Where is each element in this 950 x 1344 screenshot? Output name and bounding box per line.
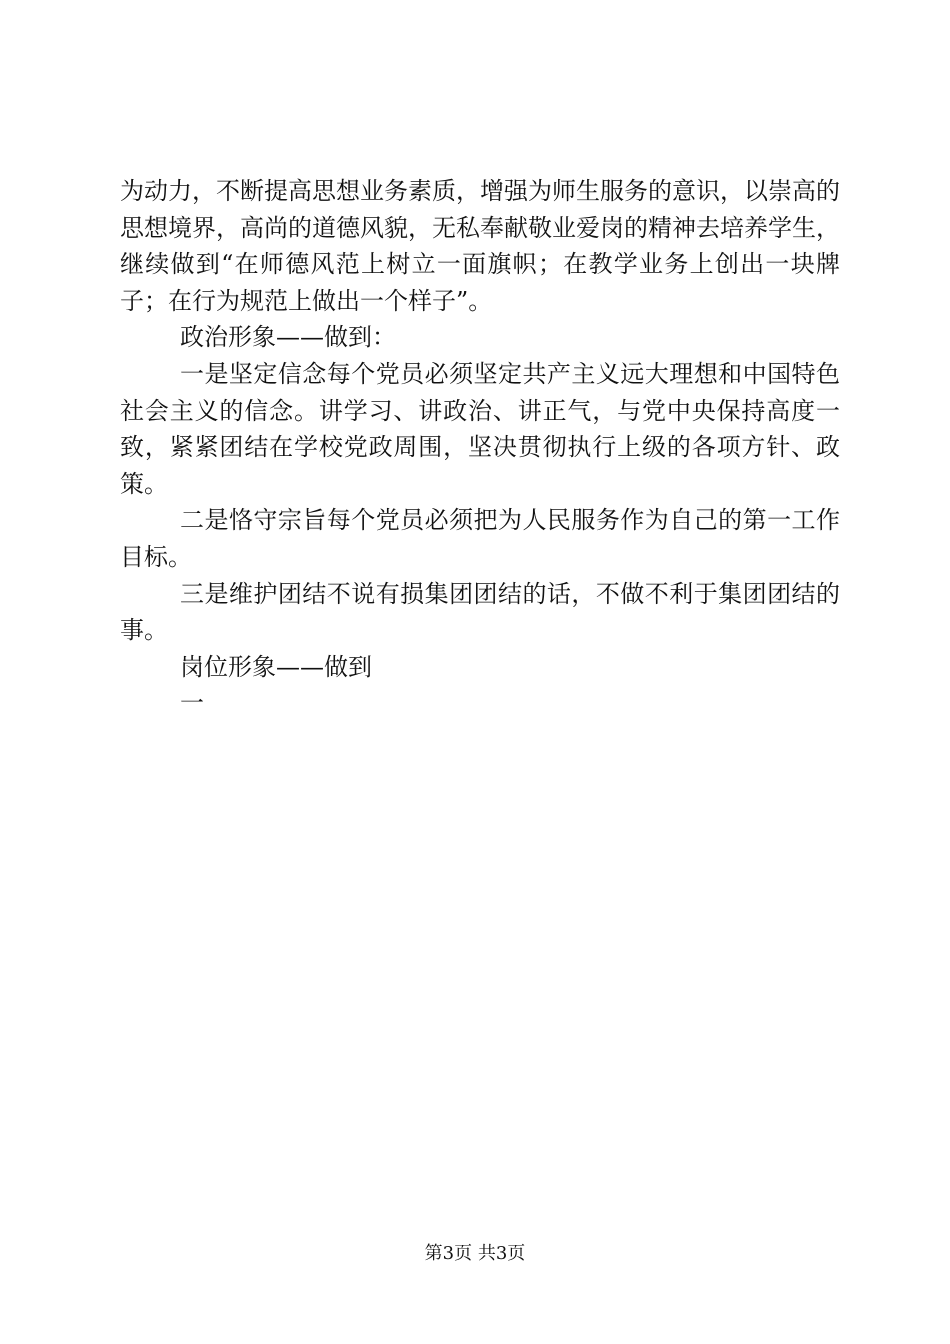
body-text xyxy=(120,173,840,722)
paragraph-continuation: 为动力，不断提高思想业务素质，增强为师生服务的意识，以崇高的思想境界，高尚的道德风貌，无私奉献敬业爱岗的精神去培养学生，继续做到“在师德风范上树立一面旗帜；在教学业务上创出一块牌子；在行为规范上做出一个样子”。 xyxy=(120,177,840,315)
paragraph-fragment: 一 xyxy=(180,689,204,718)
paragraph-firm-belief: 一是坚定信念每个党员必须坚定共产主义远大理想和中国特色社会主义的信念。讲学习、讲政治、讲正气，与党中央保持高度一致，紧紧团结在学校党政周围，坚决贯彻执行上级的各项方针、政策。 xyxy=(120,359,840,498)
heading-political-image: 政治形象——做到： xyxy=(180,323,396,352)
heading-post-image: 岗位形象——做到 xyxy=(180,652,372,681)
page-number-footer: 第3页 共3页 xyxy=(424,1243,526,1264)
paragraph-abide-purpose: 二是恪守宗旨每个党员必须把为人民服务作为自己的第一工作目标。 xyxy=(120,506,840,571)
paragraph-maintain-unity: 三是维护团结不说有损集团团结的话，不做不利于集团团结的事。 xyxy=(120,579,840,645)
